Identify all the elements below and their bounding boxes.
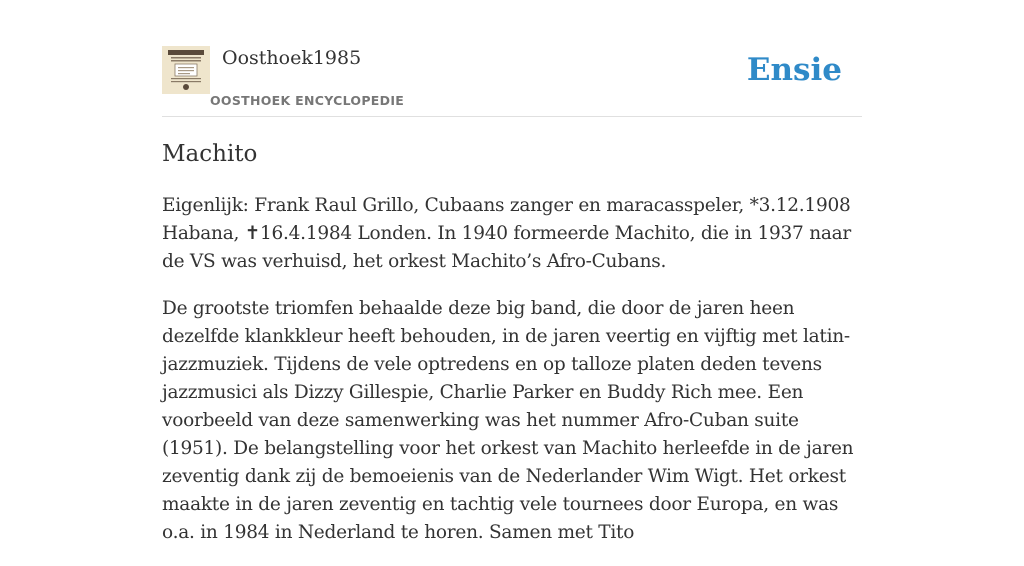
article-title: Machito xyxy=(162,141,258,167)
article-paragraph: De grootste triomfen behaalde deze big band, die door de jaren heen dezelfde klankkleur heeft behouden, in de jaren veertig en vijftig met latin-jazzmuziek. Tijdens de vele optredens en op talloze platen deden tevens jazzmusici als Dizzy Gillespie, Charlie Parker en Buddy Rich mee. Een voorbeeld van deze samenwerking was het nummer Afro-Cuban suite (1951). De belangstelling voor het orkest van Machito herleefde in de jaren zeventig dank zij de bemoeienis van de Nederlander Wim Wigt. Het orkest maakte in de jaren zeventig en tachtig vele tournees door Europa, en was o.a. in 1984 in Nederland te horen. Samen met Tito xyxy=(162,298,854,543)
source-label[interactable]: OOSTHOEK ENCYCLOPEDIE xyxy=(210,93,405,108)
article-body xyxy=(162,192,862,566)
brand-logo[interactable]: Ensie xyxy=(746,52,842,88)
article-paragraph: Eigenlijk: Frank Raul Grillo, Cubaans zanger en maracasspeler, *3.12.1908 Habana, ✝16.4.1984 Londen. In 1940 formeerde Machito, die in 1937 naar de VS was verhuisd, het orkest Machito’s Afro-Cubans. xyxy=(162,195,852,272)
author-name[interactable]: Oosthoek1985 xyxy=(222,47,362,69)
avatar[interactable] xyxy=(162,46,210,94)
article-header xyxy=(162,44,862,117)
book-cover-icon xyxy=(162,46,210,94)
